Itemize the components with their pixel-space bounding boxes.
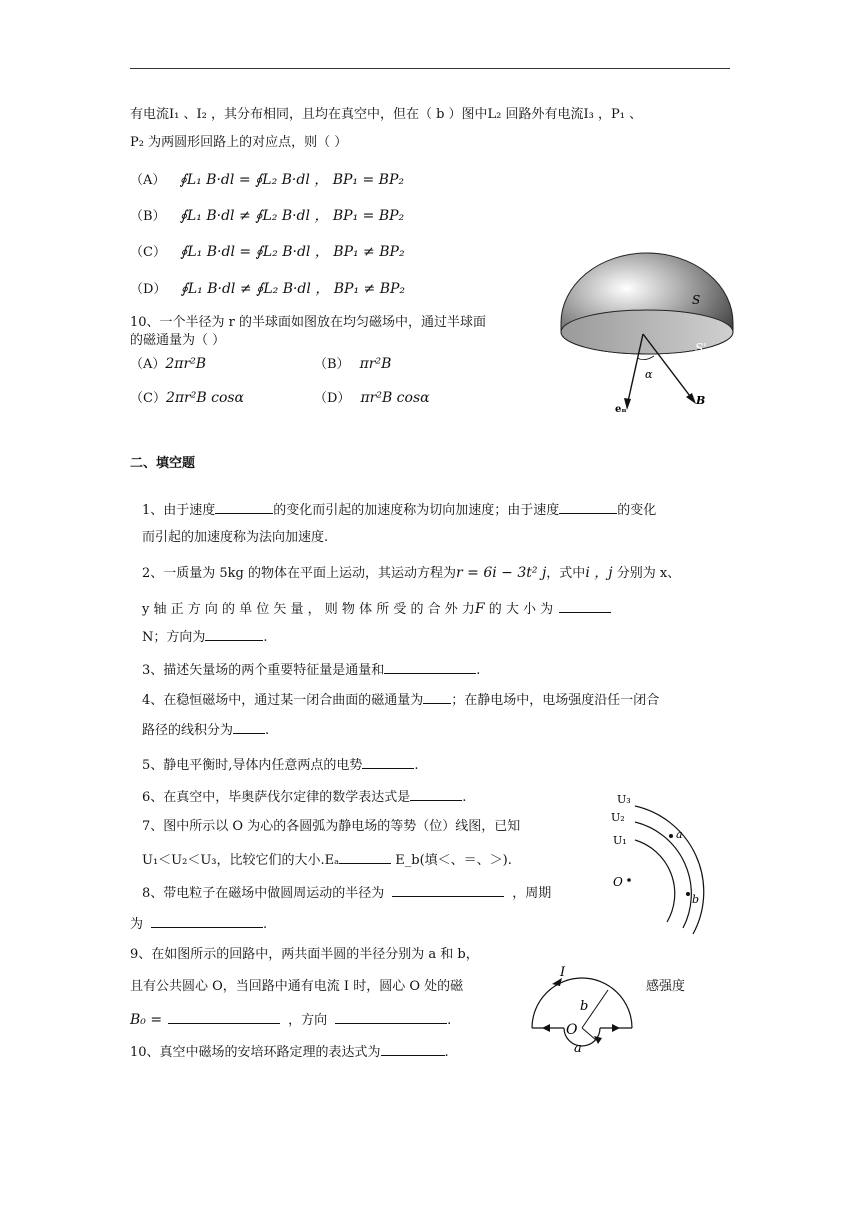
answer-blank[interactable]	[168, 1010, 280, 1024]
q10-line2: 的磁通量为（ ）	[130, 333, 226, 348]
fill-q3: 3、描述矢量场的两个重要特征量是通量和 .	[142, 660, 480, 680]
point-a-dot	[669, 834, 673, 838]
center-dot	[627, 878, 631, 882]
q9-intro-line1: 有电流I₁ 、I₂ ，其分布相同，且均在真空中，但在（ b ）图中L₂ 回路外有电流I₃ ，P₁ 、	[130, 107, 643, 122]
label-alpha: α	[645, 368, 653, 381]
answer-blank[interactable]	[215, 500, 273, 514]
q10-option-d: （D） πr²B cosα	[314, 390, 430, 406]
label-s-prime: S'	[695, 341, 707, 355]
angle-arc	[637, 356, 654, 360]
label-en: eₙ	[615, 404, 627, 415]
answer-blank[interactable]	[339, 850, 391, 864]
answer-blank[interactable]	[559, 599, 611, 613]
q9-option-c: （C） ∮L₁ B·dl = ∮L₂ B·dl ， BP₁ ≠ BP₂	[130, 244, 405, 260]
q9-option-d: （D） ∮L₁ B·dl ≠ ∮L₂ B·dl ， BP₁ ≠ BP₂	[130, 281, 406, 297]
fill-q4-line1: 4、在稳恒磁场中，通过某一闭合曲面的磁通量为 ；在静电场中，电场强度沿任一闭合	[142, 690, 659, 710]
label-b: b	[692, 893, 700, 906]
equipotential-figure	[605, 788, 725, 948]
fill-q8-line1: 8、带电粒子在磁场中做圆周运动的半径为 ，周期	[142, 883, 551, 903]
hemisphere-base	[561, 310, 733, 354]
answer-blank[interactable]	[335, 1010, 447, 1024]
header-rule	[130, 68, 730, 69]
hemisphere-figure	[555, 248, 740, 418]
q9-option-b: （B） ∮L₁ B·dl ≠ ∮L₂ B·dl ， BP₁ = BP₂	[130, 208, 405, 224]
semicircle-circuit-figure	[524, 962, 640, 1058]
fill-q8-line2: 为 .	[130, 914, 267, 934]
point-b-dot	[686, 892, 690, 896]
label-u1: U₁	[613, 834, 627, 847]
answer-blank[interactable]	[205, 627, 263, 641]
fill-q9-line2-tail: 感强度	[646, 979, 686, 994]
arc-u1	[635, 840, 675, 922]
arc-u2	[635, 822, 691, 928]
answer-blank[interactable]	[362, 755, 414, 769]
current-arrow-left	[542, 1024, 550, 1032]
fill-q10: 10、真空中磁场的安培环路定理的表达式为 .	[130, 1042, 449, 1062]
answer-blank[interactable]	[384, 660, 476, 674]
q10-option-b: （B） πr²B	[314, 356, 392, 372]
q9-intro-line2: P₂ 为两圆形回路上的对应点，则（ ）	[130, 135, 348, 150]
q10-option-c: （C）2πr²B cosα	[130, 390, 245, 406]
label-u2: U₂	[611, 811, 625, 824]
fill-q2-line3: N；方向为 .	[142, 627, 268, 647]
answer-blank[interactable]	[423, 690, 451, 704]
label-a: a	[676, 828, 683, 841]
fill-q1-line2: 而引起的加速度称为法向加速度.	[142, 530, 329, 545]
answer-blank[interactable]	[392, 883, 504, 897]
answer-blank[interactable]	[151, 914, 263, 928]
fill-q4-line2: 路径的线积分为 .	[142, 720, 269, 740]
fill-q2-line1: 2、一质量为 5kg 的物体在平面上运动，其运动方程为r = 6i − 3t² j，式中i ，j 分别为 x、	[142, 565, 681, 581]
fill-q2-line2: y 轴 正 方 向 的 单 位 矢 量 ， 则 物 体 所 受 的 合 外 力F 的 大 小 为	[142, 599, 611, 619]
answer-blank[interactable]	[381, 1042, 445, 1056]
fill-q1-line1: 1、由于速度 的变化而引起的加速度称为切向加速度；由于速度 的变化	[142, 500, 656, 520]
label-o-center: O	[566, 1022, 578, 1038]
q10-option-a: （A）2πr²B	[130, 356, 207, 372]
fill-q9-line2: 且有公共圆心 O，当回路中通有电流 I 时，圆心 O 处的磁	[130, 979, 464, 994]
q9-option-a: （A） ∮L₁ B·dl = ∮L₂ B·dl ， BP₁ = BP₂	[130, 172, 404, 188]
fill-q6: 6、在真空中，毕奥萨伐尔定律的数学表达式是 .	[142, 787, 466, 807]
label-u3: U₃	[617, 793, 631, 806]
label-a-radius: a	[574, 1041, 582, 1056]
section-title: 二、填空题	[130, 456, 196, 471]
field-arrowhead	[686, 393, 696, 404]
answer-blank[interactable]	[410, 787, 462, 801]
label-o: O	[613, 875, 623, 889]
fill-q5: 5、静电平衡时,导体内任意两点的电势 .	[142, 755, 419, 775]
label-s: S	[692, 293, 701, 307]
label-b: B	[696, 394, 706, 407]
answer-blank[interactable]	[559, 500, 617, 514]
fill-q9-line1: 9、在如图所示的回路中，两共面半圆的半径分别为 a 和 b，	[130, 947, 479, 962]
label-current: I	[560, 965, 566, 980]
q10-line1: 10、一个半径为 r 的半球面如图放在均匀磁场中，通过半球面	[130, 315, 487, 330]
radius-a-line	[582, 1028, 596, 1040]
answer-blank[interactable]	[233, 720, 265, 734]
fill-q7-line1: 7、图中所示以 O 为心的各圆弧为静电场的等势（位）线图，已知	[142, 819, 521, 834]
fill-q7-line2: U₁＜U₂＜U₃，比较它们的大小.Eₐ E_b(填＜、＝、＞).	[142, 850, 512, 870]
fill-q9-line3: B₀ = ，方向 .	[130, 1012, 452, 1028]
label-b-radius: b	[580, 999, 589, 1014]
current-arrow-right	[612, 1024, 620, 1032]
